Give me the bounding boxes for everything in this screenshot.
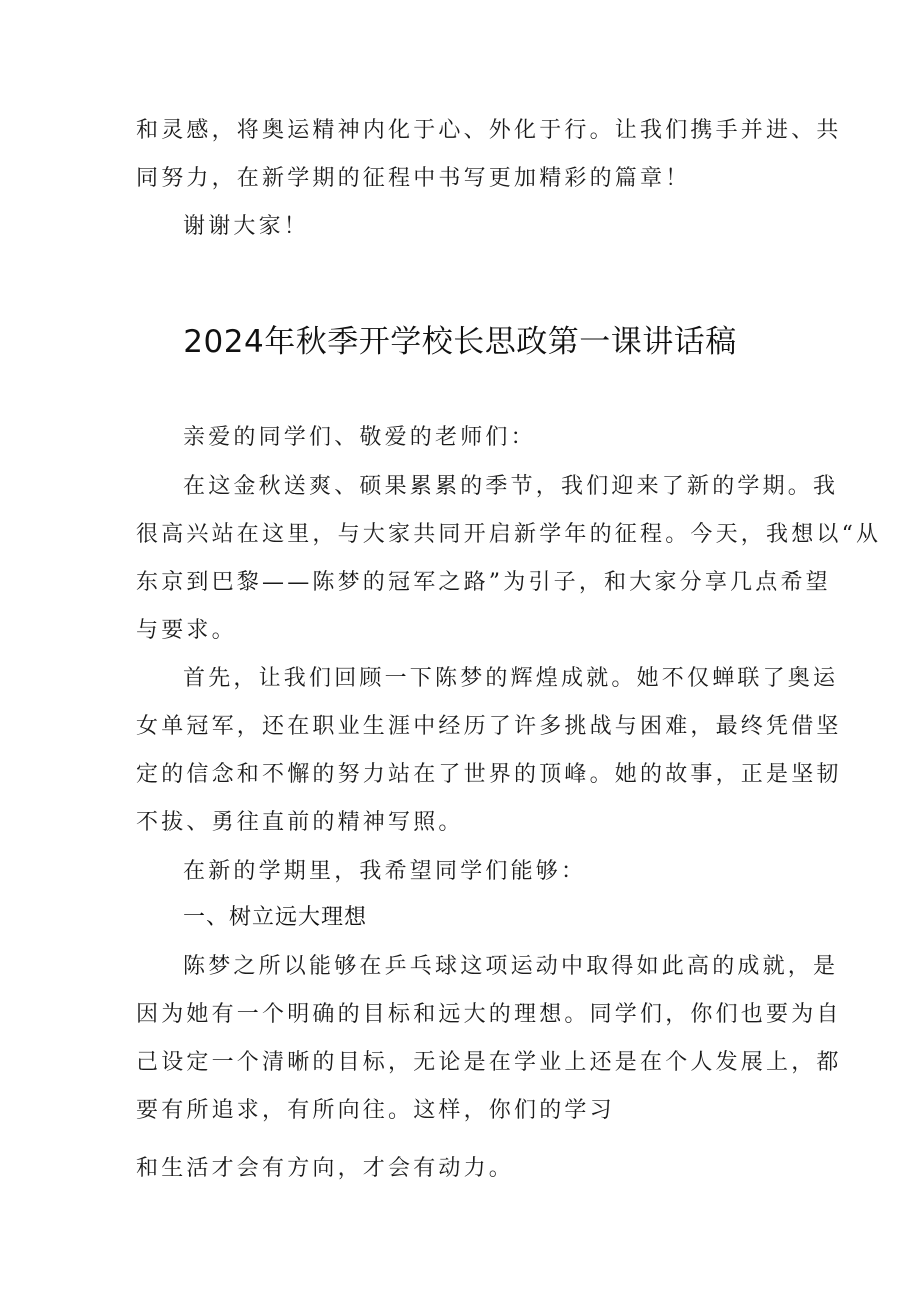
paragraph5-line: 和生活才会有方向，才会有动力。 [136,1156,515,1181]
paragraph2-line-2: 女单冠军，还在职业生涯中经历了许多挑战与困难，最终凭借坚 [136,714,842,739]
paragraph4-line-1: 陈梦之所以能够在乒乓球这项运动中取得如此高的成就，是 [183,954,839,979]
paragraph2-line-4: 不拔、勇往直前的精神写照。 [136,810,464,835]
paragraph4-line-3: 己设定一个清晰的目标，无论是在学业上还是在个人发展上，都 [136,1050,842,1075]
paragraph4-line-2: 因为她有一个明确的目标和远大的理想。同学们，你们也要为自 [136,1002,842,1027]
paragraph3-line: 在新的学期里，我希望同学们能够： [183,859,587,884]
section1-heading: 一、树立远大理想 [183,905,368,930]
intro-line-2: 同努力，在新学期的征程中书写更加精彩的篇章！ [136,166,691,191]
paragraph1-line-1: 在这金秋送爽、硕果累累的季节，我们迎来了新的学期。我 [183,474,839,499]
greeting-line: 亲爱的同学们、敬爱的老师们： [183,425,536,450]
paragraph2-line-1: 首先，让我们回顾一下陈梦的辉煌成就。她不仅蝉联了奥运 [183,666,839,691]
paragraph4-line-4: 要有所追求，有所向往。这样，你们的学习 [136,1098,615,1123]
document-title: 2024年秋季开学校长思政第一课讲话稿 [183,324,737,360]
paragraph1-line-4: 与要求。 [136,618,237,643]
paragraph2-line-3: 定的信念和不懈的努力站在了世界的顶峰。她的故事，正是坚韧 [136,762,842,787]
paragraph1-line-2: 很高兴站在这里，与大家共同开启新学年的征程。今天，我想以“从 [136,522,882,547]
thanks-line: 谢谢大家！ [183,214,310,239]
intro-line-1: 和灵感，将奥运精神内化于心、外化于行。让我们携手并进、共 [136,118,842,143]
paragraph1-line-3: 东京到巴黎——陈梦的冠军之路”为引子，和大家分享几点希望 [136,570,831,595]
